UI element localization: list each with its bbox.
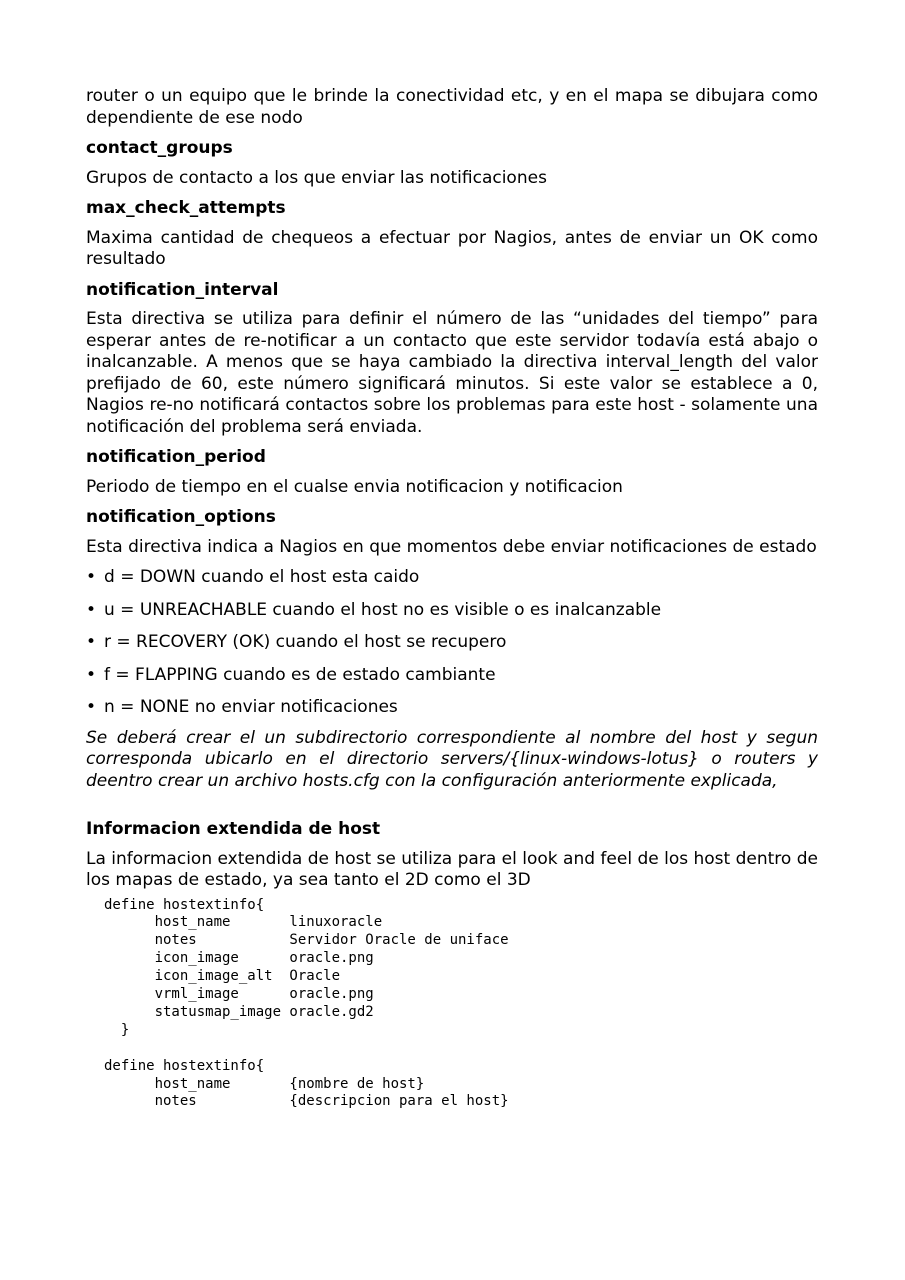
intro-paragraph: router o un equipo que le brinde la conectividad etc, y en el mapa se dibujara como dependiente de ese nodo [86, 86, 818, 128]
list-item: • u = UNREACHABLE cuando el host no es visible o es inalcanzable [86, 599, 662, 620]
section-paragraph: La informacion extendida de host se utiliza para el look and feel de los host dentro de los mapas de estado, ya sea tanto el 2D como el 3D [86, 848, 818, 890]
notification-options-list [86, 567, 818, 719]
term-contact-groups: contact_groups [86, 138, 233, 158]
list-item: • r = RECOVERY (OK) cuando el host se recupero [86, 632, 507, 652]
document-page [86, 86, 818, 1111]
code-block: define hostextinfo{ host_name linuxoracle notes Servidor Oracle de uniface icon_image oracle.png icon_image_alt Oracle vrml_image oracle.png statusmap_image oracle.gd2 } define hostextinfo{ host_name {nombre de host} notes {descripcion para el host} [104, 896, 509, 1110]
bullet-icon: • [86, 632, 97, 652]
term-max-check-attempts: max_check_attempts [86, 198, 286, 218]
list-item: • d = DOWN cuando el host esta caido [86, 567, 420, 587]
term-notification-interval: notification_interval [86, 279, 279, 300]
term-notification-options: notification_options [86, 507, 276, 527]
desc-notification-interval: Esta directiva se utiliza para definir el número de las “unidades del tiempo” para esperar antes de re-notificar a un contacto que este servidor todavía está abajo o inalcanzable. A menos que se haya cambiado la directiva interval_length del valor prefijado de 60, este número significará minutos. Si este valor se establece a 0, Nagios re-no notificará contactos sobre los problemas para este host - solamente una notificación del problema será enviada. [86, 309, 818, 437]
bullet-icon: • [86, 664, 97, 685]
section-heading: Informacion extendida de host [86, 819, 381, 839]
bullet-icon: • [86, 599, 97, 620]
italic-note: Se deberá crear el un subdirectorio correspondiente al nombre del host y segun corresponda ubicarlo en el directorio servers/{linux-windows-lotus} o routers y deentro crear un archivo hosts.cfg con la configuración anteriormente explicada, [86, 727, 818, 791]
term-notification-period: notification_period [86, 447, 266, 467]
desc-notification-period: Periodo de tiempo en el cualse envia notificacion y notificacion [86, 476, 623, 497]
desc-max-check-attempts: Maxima cantidad de chequeos a efectuar por Nagios, antes de enviar un OK como resultado [86, 227, 818, 269]
list-item: • f = FLAPPING cuando es de estado cambiante [86, 664, 496, 685]
list-item: • n = NONE no enviar notificaciones [86, 697, 398, 717]
desc-contact-groups: Grupos de contacto a los que enviar las notificaciones [86, 167, 547, 188]
desc-notification-options: Esta directiva indica a Nagios en que momentos debe enviar notificaciones de estado [86, 536, 817, 557]
bullet-icon: • [86, 697, 97, 717]
bullet-icon: • [86, 567, 97, 587]
